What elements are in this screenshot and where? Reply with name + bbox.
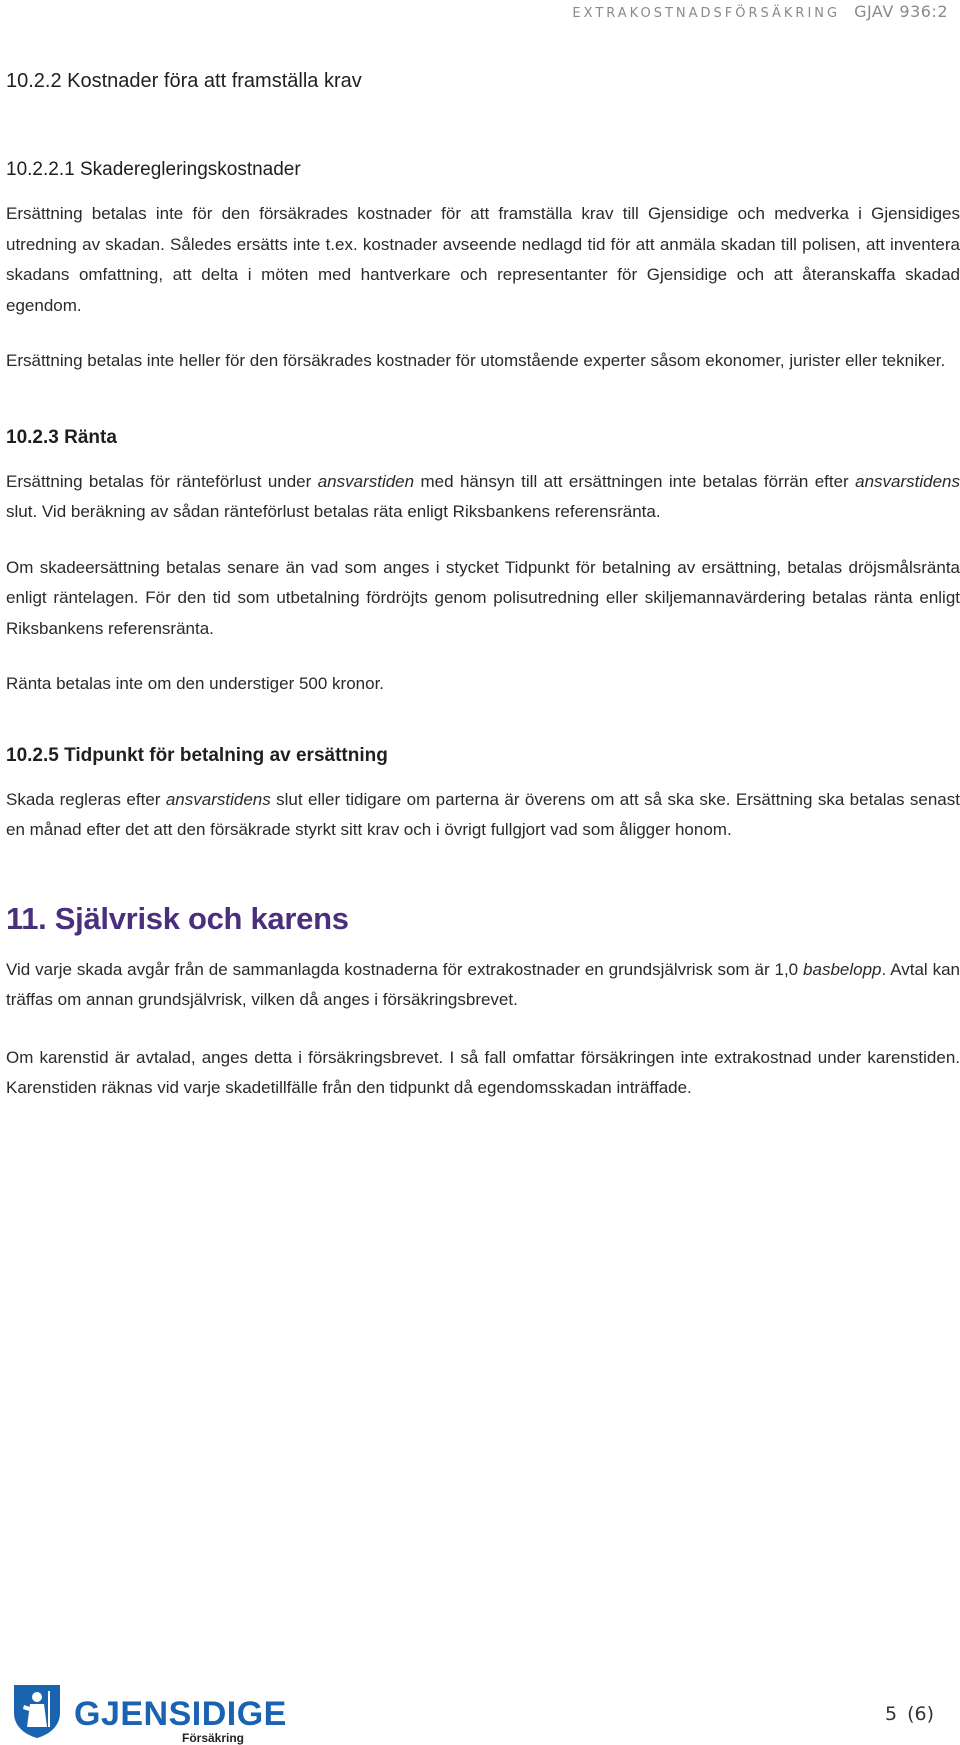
heading-chapter-11: 11. Självrisk och karens [6,900,349,936]
heading-10-2-3: 10.2.3 Ränta [6,426,117,448]
term-basbelopp: basbelopp [803,959,882,979]
paragraph-sjalvrisk-1: Vid varje skada avgår från de sammanlagda kostnaderna för extrakostnader en grundsjälvrisk som är 1,0 basbelopp. Avtal kan träffas om annan grundsjälvrisk, vilken då anges i försäkringsbrevet. [6,959,960,1009]
page-total: (6) [907,1703,934,1725]
page-current: 5 [884,1703,898,1725]
page-number [885,1703,934,1725]
term-ansvarstidens: ansvarstidens [855,471,960,491]
paragraph-skadereglering-2: Ersättning betalas inte heller för den försäkrades kostnader för utomstående experter såsom ekonomer, jurister eller tekniker. [6,351,946,370]
heading-10-2-2-1: 10.2.2.1 Skaderegleringskostnader [6,159,301,180]
header-section: EXTRAKOSTNADSFÖRSÄKRING [572,6,841,21]
page-header [572,2,948,21]
document-body [6,70,960,1104]
heading-10-2-5: 10.2.5 Tidpunkt för betalning av ersättning [6,744,388,766]
paragraph-skadereglering-1: Ersättning betalas inte för den försäkrades kostnader för att framställa krav till Gjensidige och medverka i Gjensidiges utredning av skadan. Således ersätts inte t.ex. kostnader avseende nedlagd tid för att anmäla skadan till polisen, att inventera skadans omfattning, att delta i möten med hantverkare och representanter för Gjensidige och att återanskaffa skadad egendom. [6,204,960,315]
heading-10-2-2: 10.2.2 Kostnader föra att framställa krav [6,70,362,92]
paragraph-ranta-1: Ersättning betalas för ränteförlust under ansvarstiden med hänsyn till att ersättningen inte betalas förrän efter ansvarstidens slut. Vid beräkning av sådan ränteförlust betalas räta enligt Riksbankens referensränta. [6,471,960,521]
paragraph-tidpunkt: Skada regleras efter ansvarstidens slut eller tidigare om parterna är överens om att så ska ske. Ersättning ska betalas senast en månad efter det att den försäkrade styrkt sitt krav och i övrigt fullgjort vad som åligger honom. [6,789,960,839]
shield-figure-icon [8,1683,66,1739]
paragraph-karens: Om karenstid är avtalad, anges detta i försäkringsbrevet. I så fall omfattar försäkringen inte extrakostnad under karenstiden. Karenstiden räknas vid varje skadetillfälle från den tidpunkt då egendomsskadan inträffade. [6,1047,960,1097]
term-ansvarstidens-2: ansvarstidens [165,789,271,809]
header-doc-id: GJAV 936:2 [854,2,948,21]
brand-tagline: Försäkring [182,1731,245,1745]
term-ansvarstiden: ansvarstiden [317,471,415,491]
paragraph-ranta-2: Om skadeersättning betalas senare än vad som anges i stycket Tidpunkt för betalning av ersättning, betalas dröjsmålsränta enligt räntelagen. För den tid som utbetalning fördröjts genom polisutredning eller skiljemannavärdering betalas ränta enligt Riksbankens referensränta. [6,557,960,638]
gjensidige-logo [8,1683,287,1745]
brand-name: GJENSIDIGE [74,1695,287,1733]
paragraph-ranta-3: Ränta betalas inte om den understiger 500 kronor. [6,674,385,693]
